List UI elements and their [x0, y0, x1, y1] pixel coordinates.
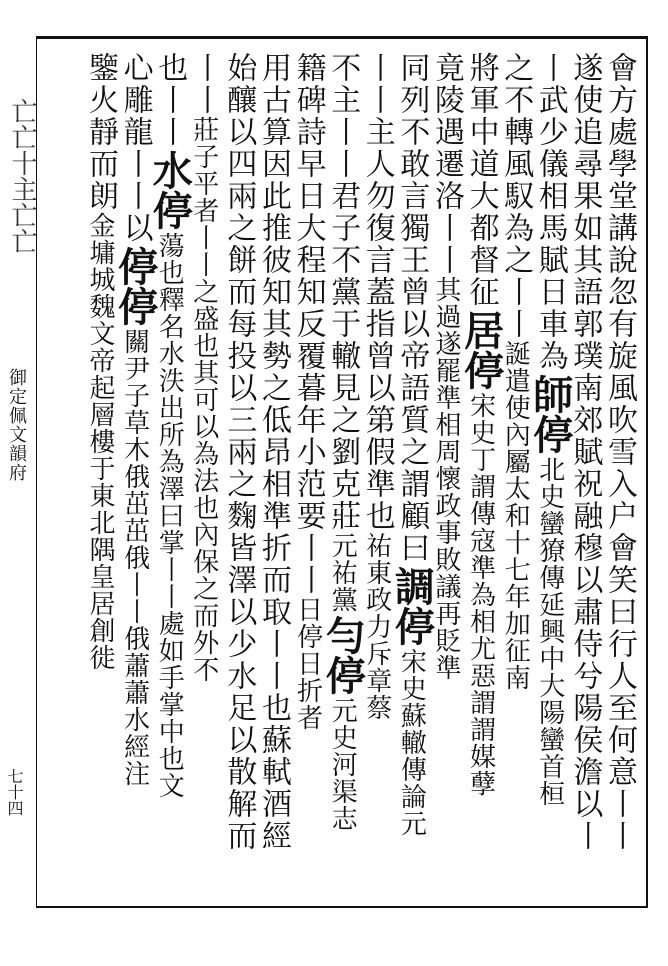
body-text: 遂使追尋果如其語郭璞南郊賦祝融穆以肅侍兮陽侯澹以丨 — [567, 52, 603, 852]
headword: 調停 — [388, 566, 436, 646]
body-text: 不主丨丨君子不黨于轍見之劉克莊 — [325, 52, 361, 532]
text-column — [81, 52, 119, 671]
text-column — [388, 52, 436, 837]
body-text: 丨丨主人勿復言蓋指曾以第假準也 — [359, 52, 395, 532]
annotation-text: 關尹子草木俄茁茁俄丨丨俄蕭蕭水經注 — [119, 328, 150, 787]
headword: 師停 — [526, 374, 574, 454]
annotation-text: 誕遣使內屬太和十七年加征南 — [500, 340, 531, 691]
body-text: 會方處學堂講說忽有旋風吹雪入户會笑曰行人至何意丨丨 — [602, 52, 637, 852]
text-column — [219, 52, 257, 852]
annotation-text: 蕩也釋名水泆出所為澤曰掌丨丨處如手掌中也文 — [154, 232, 185, 799]
headword: 水停 — [146, 150, 194, 230]
top-border — [36, 36, 648, 39]
annotation-text: 北史蠻獠傳延興中大陽蠻首桓 — [534, 456, 565, 807]
spine-fragment: 亡亡十主亡亡 — [7, 98, 37, 254]
body-text: 將軍中道大都督征 — [463, 52, 499, 308]
text-column — [526, 52, 574, 807]
body-text: 籍碑詩早日大程知反覆暮年小范要丨丨 — [290, 52, 326, 596]
annotation-text: 金墉城魏文帝起層樓于東北隅皇居創徙 — [85, 212, 115, 671]
annotation-text: 其過遂罷準相周懷政事敗議再貶準 — [431, 276, 461, 681]
spine-page-number: 七十四 — [5, 768, 24, 816]
body-text: 丨武少儀相馬賦日車為 — [532, 52, 568, 372]
annotation-text: 宋史丁謂傳寇準為相尤惡謂謂媒孽 — [465, 392, 496, 797]
page-spine — [0, 38, 37, 908]
body-text: 丨丨 — [186, 52, 222, 116]
annotation-text: 元祐黨 — [327, 532, 358, 613]
body-text: 同列不敢言獨王曾以帝語質之謂顧曰 — [394, 52, 430, 564]
text-column — [111, 52, 159, 787]
spine-book-title: 御定佩文韻府 — [6, 368, 27, 482]
headword: 勻停 — [319, 615, 367, 695]
annotation-text: 元史河渠志 — [327, 697, 358, 832]
annotation-text: 祐東政力斥章蔡 — [361, 532, 392, 721]
bottom-border — [36, 906, 648, 908]
headword: 停停 — [111, 246, 159, 326]
body-text: 始釀以四兩之餅而每投以三兩之麴皆澤以少水足以散解而 — [221, 52, 257, 852]
body-text: 之不轉風馭為之丨丨 — [498, 52, 534, 340]
right-border — [646, 36, 648, 908]
annotation-text: 日停日折者 — [292, 596, 323, 731]
body-text: 也丨丨 — [152, 52, 188, 148]
text-column — [319, 52, 367, 832]
headword: 居停 — [457, 310, 505, 390]
text-column — [457, 52, 505, 797]
body-text: 竟陵遇遷洛丨丨 — [429, 52, 464, 276]
text-column — [146, 52, 194, 799]
body-text: 鑒火靜而朗 — [83, 52, 118, 212]
text-column — [254, 52, 292, 852]
annotation-text: 宋史蘇轍傳論元 — [396, 648, 427, 837]
annotation-text: 莊子平者丨丨之盛也其可以為法也內保之而外不 — [188, 116, 219, 683]
body-text: 心雕龍丨丨以 — [117, 52, 153, 244]
body-text: 用古算因此推彼知其勢之低昂相準折而取丨丨也蘇軾酒經 — [256, 52, 291, 852]
text-column — [600, 52, 638, 852]
text-column — [185, 52, 223, 683]
text-column — [289, 52, 327, 731]
